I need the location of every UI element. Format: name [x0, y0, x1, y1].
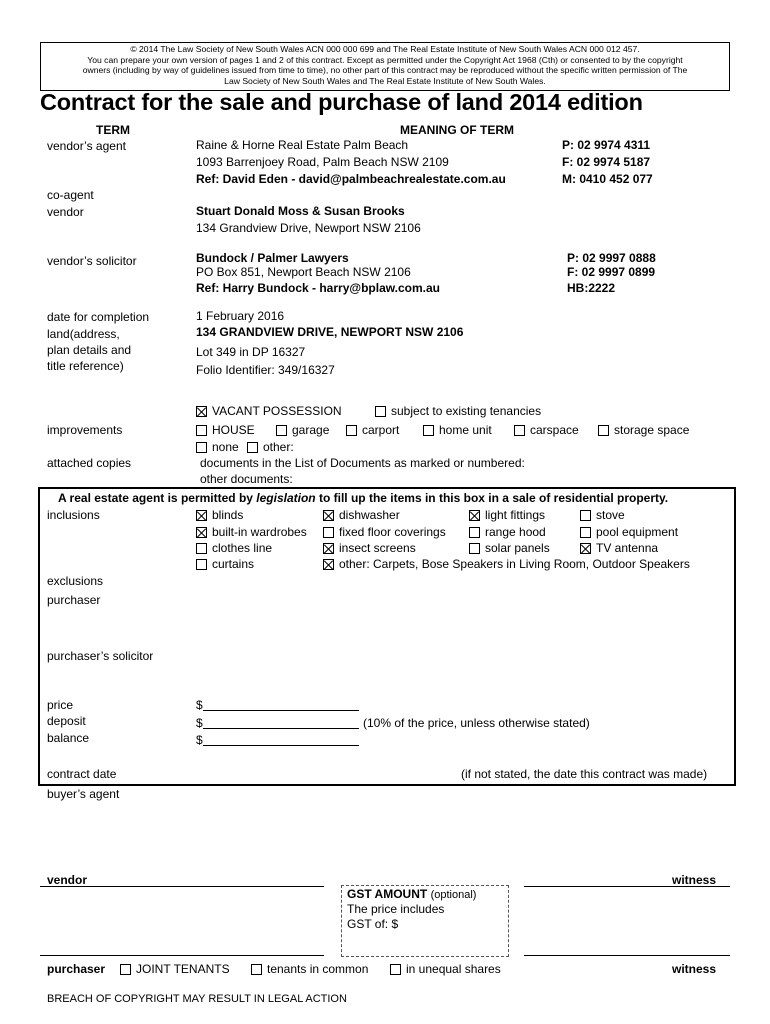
carspace-option[interactable] — [514, 423, 579, 437]
carspace-label: carspace — [530, 423, 579, 437]
wardrobes-label: built-in wardrobes — [212, 525, 307, 539]
unequal-shares-label: in unequal shares — [406, 962, 501, 976]
vendor-signature-line[interactable] — [40, 886, 324, 887]
vendor-witness-label: witness — [672, 873, 717, 887]
vacant-possession-option[interactable] — [196, 404, 342, 418]
dishwasher-label: dishwasher — [339, 508, 400, 522]
agent-box-heading-text: A real estate agent is permitted by — [58, 491, 257, 505]
land-folio: Folio Identifier: 349/16327 — [196, 363, 335, 377]
insect-screens-option[interactable] — [323, 541, 416, 555]
dollar-sign: $ — [196, 733, 203, 747]
checkbox-checked[interactable] — [323, 543, 334, 554]
copyright-line: You can prepare your own version of pages 1 and 2 of this contract. Except as permitted under the Copyright Act 1968 (Cth) or consented to by the copyright — [87, 54, 683, 65]
buyers-agent-label: buyer’s agent — [47, 787, 120, 801]
other-inclusions-option[interactable] — [323, 557, 690, 571]
purchaser-witness-line[interactable] — [524, 955, 730, 956]
tenants-in-common-label: tenants in common — [267, 962, 369, 976]
blinds-option[interactable] — [196, 508, 243, 522]
joint-tenants-option[interactable] — [120, 962, 230, 976]
wardrobes-option[interactable] — [196, 525, 307, 539]
purchaser-witness-label: witness — [672, 962, 717, 976]
copyright-warning-footer: BREACH OF COPYRIGHT MAY RESULT IN LEGAL ACTION — [47, 993, 347, 1005]
checkbox[interactable] — [196, 425, 207, 436]
house-option[interactable] — [196, 423, 255, 437]
checkbox[interactable] — [469, 527, 480, 538]
checkbox[interactable] — [120, 964, 131, 975]
term-header: TERM — [96, 123, 130, 137]
vendors-solicitor-fax: F: 02 9997 0899 — [567, 265, 656, 279]
checkbox[interactable] — [514, 425, 525, 436]
vendors-solicitor-name: Bundock / Palmer Lawyers — [196, 251, 349, 265]
storage-space-label: storage space — [614, 423, 690, 437]
stove-label: stove — [596, 508, 625, 522]
dollar-sign: $ — [196, 716, 203, 730]
checkbox[interactable] — [251, 964, 262, 975]
vendors-agent-fax: F: 02 9974 5187 — [562, 155, 651, 169]
carport-label: carport — [362, 423, 400, 437]
page-title: Contract for the sale and purchase of land 2014 edition — [40, 89, 643, 115]
checkbox[interactable] — [247, 442, 258, 453]
price-input-line[interactable] — [203, 699, 359, 711]
exclusions-label: exclusions — [47, 574, 104, 588]
home-unit-label: home unit — [439, 423, 492, 437]
floor-coverings-label: fixed floor coverings — [339, 525, 446, 539]
checkbox[interactable] — [346, 425, 357, 436]
checkbox[interactable] — [276, 425, 287, 436]
attached-documents-text: documents in the List of Documents as marked or numbered: — [200, 456, 525, 470]
checkbox-checked[interactable] — [196, 527, 207, 538]
dishwasher-option[interactable] — [323, 508, 400, 522]
checkbox[interactable] — [580, 527, 591, 538]
balance-label: balance — [47, 731, 90, 745]
contract-date-label: contract date — [47, 767, 117, 781]
vacant-possession-label: VACANT POSSESSION — [212, 404, 342, 418]
checkbox-checked[interactable] — [323, 559, 334, 570]
tv-antenna-option[interactable] — [580, 541, 658, 555]
vendors-agent-name: Raine & Horne Real Estate Palm Beach — [196, 138, 409, 152]
checkbox[interactable] — [375, 406, 386, 417]
agent-box-heading-text: to fill up the items in this box in a sale of residential property. — [315, 491, 669, 505]
range-hood-label: range hood — [485, 525, 546, 539]
gst-line: The price includes — [347, 902, 445, 916]
price-label: price — [47, 698, 74, 712]
price-field[interactable] — [196, 698, 359, 712]
co-agent-label: co-agent — [47, 188, 94, 202]
insect-screens-label: insect screens — [339, 541, 416, 555]
vendors-agent-address: 1093 Barrenjoey Road, Palm Beach NSW 2109 — [196, 155, 449, 169]
other-documents-text: other documents: — [200, 472, 293, 486]
vendors-solicitor-address: PO Box 851, Newport Beach NSW 2106 — [196, 265, 411, 279]
checkbox-checked[interactable] — [323, 510, 334, 521]
vendors-agent-ref: Ref: David Eden - david@palmbeachrealestate.com.au — [196, 172, 506, 186]
copyright-line: © 2014 The Law Society of New South Wales ACN 000 000 699 and The Real Estate Institute of New South Wales ACN 000 012 457. — [130, 44, 640, 54]
gst-optional: (optional) — [430, 889, 477, 901]
stove-option[interactable] — [580, 508, 625, 522]
agent-box-heading-emphasis: legislation — [256, 491, 316, 505]
checkbox[interactable] — [196, 442, 207, 453]
checkbox[interactable] — [598, 425, 609, 436]
tenants-in-common-option[interactable] — [251, 962, 368, 976]
improvements-label: improvements — [47, 423, 123, 437]
gst-title-text: GST AMOUNT — [347, 887, 428, 901]
deposit-field[interactable] — [196, 716, 359, 730]
gst-title — [347, 887, 476, 901]
tv-antenna-label: TV antenna — [596, 541, 659, 555]
light-fittings-label: light fittings — [485, 508, 546, 522]
clothes-line-label: clothes line — [212, 541, 273, 555]
checkbox-checked[interactable] — [580, 543, 591, 554]
tenancies-label: subject to existing tenancies — [391, 404, 542, 418]
deposit-label: deposit — [47, 714, 86, 728]
carport-option[interactable] — [346, 423, 399, 437]
land-address: 134 GRANDVIEW DRIVE, NEWPORT NSW 2106 — [196, 325, 464, 339]
agent-box-heading — [58, 491, 668, 505]
vendors-agent-mobile: M: 0410 452 077 — [562, 172, 653, 186]
pool-equipment-label: pool equipment — [596, 525, 679, 539]
range-hood-option[interactable] — [469, 525, 546, 539]
checkbox-checked[interactable] — [196, 406, 207, 417]
solar-panels-option[interactable] — [469, 541, 550, 555]
curtains-label: curtains — [212, 557, 255, 571]
completion-date: 1 February 2016 — [196, 309, 285, 323]
none-option[interactable] — [196, 440, 239, 454]
contract-date-note: (if not stated, the date this contract was made) — [461, 767, 708, 781]
storage-space-option[interactable] — [598, 423, 689, 437]
deposit-input-line[interactable] — [203, 717, 359, 729]
land-label: land(address, — [47, 327, 120, 341]
garage-label: garage — [292, 423, 330, 437]
purchaser-signature-label: purchaser — [47, 962, 106, 976]
checkbox[interactable] — [323, 527, 334, 538]
pool-equipment-option[interactable] — [580, 525, 678, 539]
home-unit-option[interactable] — [423, 423, 492, 437]
copyright-line: Law Society of New South Wales and The Real Estate Institute of New South Wales. — [224, 75, 546, 86]
tenancies-option[interactable] — [375, 404, 541, 418]
meaning-header: MEANING OF TERM — [400, 123, 514, 137]
purchaser-label: purchaser — [47, 593, 101, 607]
checkbox[interactable] — [423, 425, 434, 436]
vendor-name: Stuart Donald Moss & Susan Brooks — [196, 204, 405, 218]
vendor-witness-line[interactable] — [524, 886, 730, 887]
none-label: none — [212, 440, 239, 454]
checkbox-checked[interactable] — [469, 510, 480, 521]
land-lot: Lot 349 in DP 16327 — [196, 345, 306, 359]
purchaser-signature-line[interactable] — [40, 955, 324, 956]
vendor-label: vendor — [47, 205, 84, 219]
unequal-shares-option[interactable] — [390, 962, 501, 976]
vendor-signature-label: vendor — [47, 873, 88, 887]
checkbox-checked[interactable] — [196, 510, 207, 521]
dollar-sign: $ — [196, 698, 203, 712]
other-improvement-label: other: — [263, 440, 294, 454]
checkbox[interactable] — [580, 510, 591, 521]
vendors-solicitor-label: vendor’s solicitor — [47, 254, 137, 268]
checkbox[interactable] — [469, 543, 480, 554]
balance-input-line[interactable] — [203, 734, 359, 746]
purchasers-solicitor-label: purchaser’s solicitor — [47, 649, 154, 663]
checkbox[interactable] — [196, 543, 207, 554]
copyright-line: owners (including by way of guidelines issued from time to time), no other part of this contract may be reproduced without the specific written permission of The — [82, 65, 688, 76]
completion-label: date for completion — [47, 310, 150, 324]
vendor-address: 134 Grandview Drive, Newport NSW 2106 — [196, 221, 421, 235]
house-label: HOUSE — [212, 423, 255, 437]
land-label: plan details and — [47, 343, 132, 357]
vendors-solicitor-ref: Ref: Harry Bundock - harry@bplaw.com.au — [196, 281, 440, 295]
inclusions-label: inclusions — [47, 508, 100, 522]
blinds-label: blinds — [212, 508, 244, 522]
balance-field[interactable] — [196, 733, 359, 747]
vendors-solicitor-hb: HB:2222 — [567, 281, 616, 295]
checkbox[interactable] — [390, 964, 401, 975]
other-inclusions-label: other: Carpets, Bose Speakers in Living Room, Outdoor Speakers — [339, 557, 690, 571]
checkbox[interactable] — [196, 559, 207, 570]
joint-tenants-label: JOINT TENANTS — [136, 962, 230, 976]
vendors-agent-phone: P: 02 9974 4311 — [562, 138, 651, 152]
attached-copies-label: attached copies — [47, 456, 132, 470]
curtains-option[interactable] — [196, 557, 254, 571]
copyright-notice — [40, 42, 730, 91]
floor-coverings-option[interactable] — [323, 525, 446, 539]
garage-option[interactable] — [276, 423, 329, 437]
deposit-note: (10% of the price, unless otherwise stated) — [363, 716, 590, 730]
light-fittings-option[interactable] — [469, 508, 545, 522]
other-improvement-option[interactable] — [247, 440, 294, 454]
vendors-agent-label: vendor’s agent — [47, 139, 126, 153]
gst-line: GST of: $ — [347, 917, 399, 931]
solar-panels-label: solar panels — [485, 541, 550, 555]
clothes-line-option[interactable] — [196, 541, 272, 555]
vendors-solicitor-phone: P: 02 9997 0888 — [567, 251, 656, 265]
land-label: title reference) — [47, 359, 124, 373]
